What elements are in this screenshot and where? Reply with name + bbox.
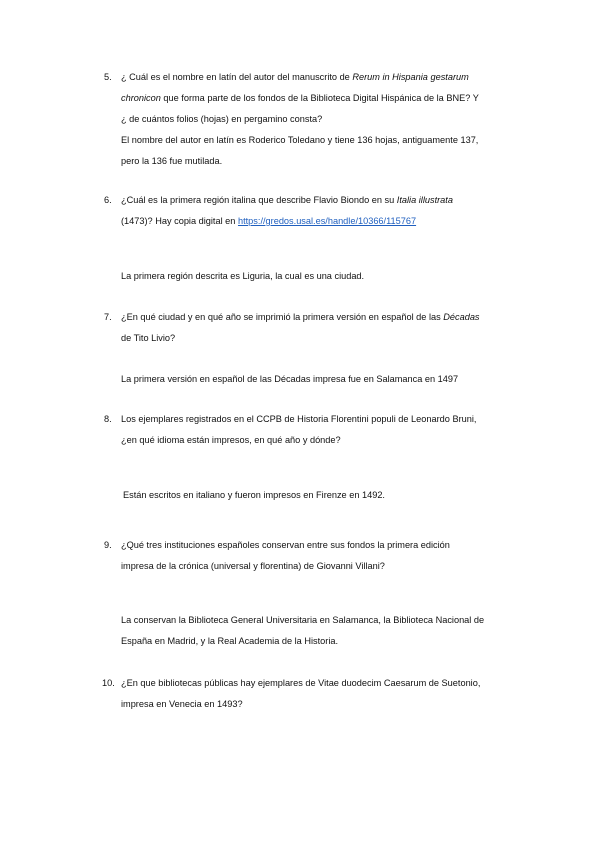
- question-line: ¿ Cuál es el nombre en latín del autor del manuscrito de Rerum in Hispania gestarum: [121, 72, 469, 82]
- question-line: ¿en qué idioma están impresos, en qué año y dónde?: [121, 435, 341, 445]
- question-text: [121, 535, 516, 577]
- answer-line: España en Madrid, y la Real Academia de la Historia.: [121, 636, 339, 646]
- question-line: ¿Cuál es la primera región italina que describe Flavio Biondo en su Italia illustrata: [121, 195, 453, 205]
- answer-text: [121, 369, 516, 390]
- question-line: chronicon que forma parte de los fondos de la Biblioteca Digital Hispánica de la BNE? Y: [121, 93, 479, 103]
- question-text: [121, 190, 516, 232]
- digital-copy-link[interactable]: https://gredos.usal.es/handle/10366/115767: [237, 216, 417, 226]
- answer-text: [121, 130, 516, 172]
- answer-line: El nombre del autor en latín es Roderico Toledano y tiene 136 hojas, antiguamente 137,: [121, 135, 479, 145]
- question-number: 9.: [104, 540, 112, 550]
- question-line: impresa de la crónica (universal y florentina) de Giovanni Villani?: [121, 561, 385, 571]
- question-number: 6.: [104, 195, 112, 205]
- question-line: Los ejemplares registrados en el CCPB de Historia Florentini populi de Leonardo Bruni,: [121, 414, 477, 424]
- answer-line: La primera versión en español de las Décadas impresa fue en Salamanca en 1497: [121, 374, 459, 384]
- answer-line: La primera región descrita es Liguria, la cual es una ciudad.: [121, 271, 365, 281]
- answer-text: [121, 610, 516, 652]
- answer-line: Están escritos en italiano y fueron impresos en Firenze en 1492.: [123, 490, 385, 500]
- question-text: [121, 67, 516, 130]
- answer-text: [121, 266, 516, 287]
- question-text: [121, 307, 516, 349]
- answer-line: pero la 136 fue mutilada.: [121, 156, 223, 166]
- question-line: ¿En que bibliotecas públicas hay ejemplares de Vitae duodecim Caesarum de Suetonio,: [121, 678, 481, 688]
- answer-line: La conservan la Biblioteca General Universitaria en Salamanca, la Biblioteca Nacional de: [121, 615, 485, 625]
- question-line: ¿Qué tres instituciones españoles conservan entre sus fondos la primera edición: [121, 540, 450, 550]
- question-line: de Tito Livio?: [121, 333, 176, 343]
- question-line: ¿ de cuántos folios (hojas) en pergamino consta?: [121, 114, 323, 124]
- question-number: 7.: [104, 312, 112, 322]
- question-number: 5.: [104, 72, 112, 82]
- question-number: 10.: [102, 678, 115, 688]
- question-number: 8.: [104, 414, 112, 424]
- answer-text: [123, 485, 518, 506]
- question-line: impresa en Venecia en 1493?: [121, 699, 243, 709]
- question-text: [121, 673, 516, 715]
- question-line: (1473)? Hay copia digital en https://gredos.usal.es/handle/10366/115767: [121, 216, 417, 226]
- question-line: ¿En qué ciudad y en qué año se imprimió la primera versión en español de las Décadas: [121, 312, 480, 322]
- question-text: [121, 409, 516, 451]
